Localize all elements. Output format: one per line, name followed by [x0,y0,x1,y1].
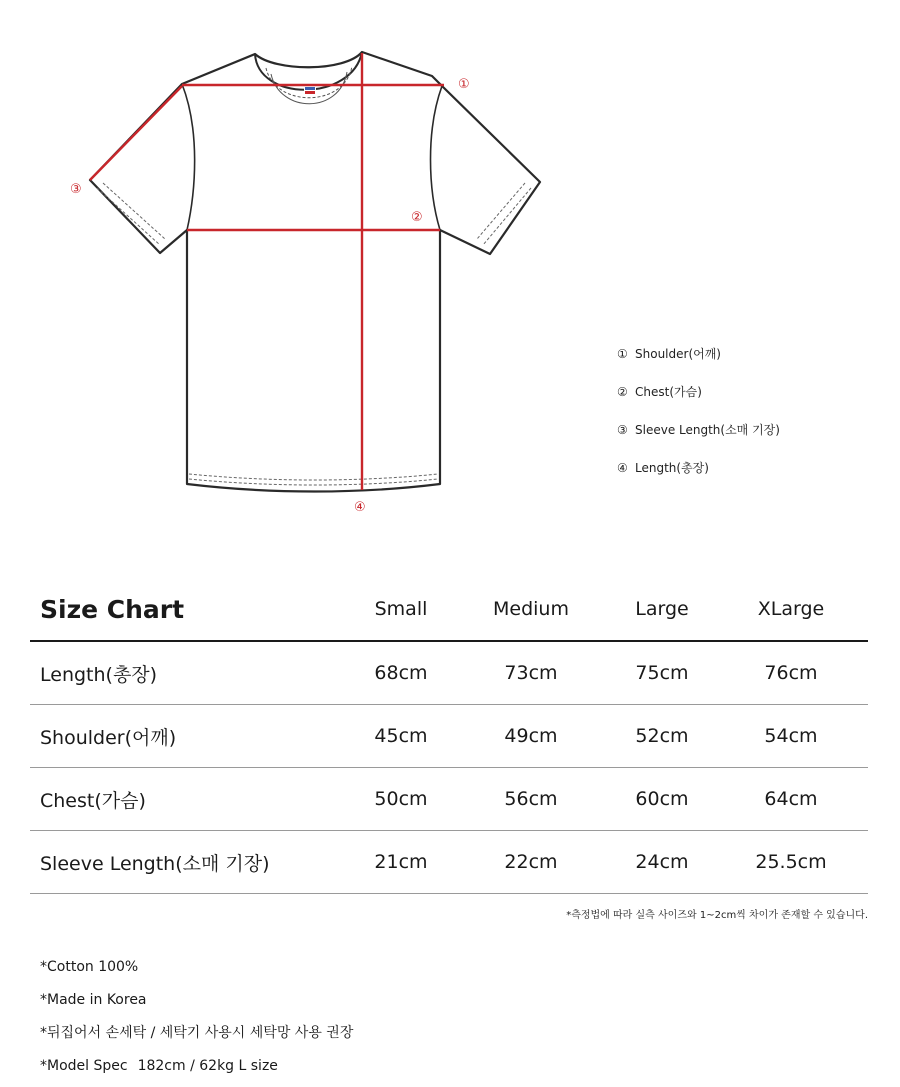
legend-number: ④ [617,461,628,475]
marker-4: ④ [354,500,366,515]
legend-item-chest [617,382,780,420]
table-cell: 60cm [635,788,689,810]
table-cell: 49cm [504,725,558,747]
table-cell: 75cm [635,662,689,684]
legend-label: Chest(가슴) [635,385,702,399]
size-header-small: Small [374,598,428,620]
table-cell: 73cm [504,662,558,684]
table-cell: 68cm [374,662,428,684]
table-cell: 56cm [504,788,558,810]
legend-label: Sleeve Length(소매 기장) [635,423,780,437]
table-cell: 45cm [374,725,428,747]
model-spec-label: *Model Spec [40,1058,128,1074]
size-chart-title: Size Chart [40,594,185,624]
info-model-spec [40,1055,353,1087]
row-label: Sleeve Length(소매 기장) [40,852,270,875]
legend-label: Length(총장) [635,461,709,475]
measurement-legend [617,344,780,496]
info-care: *뒤집어서 손세탁 / 세탁기 사용시 세탁망 사용 권장 [40,1025,354,1041]
size-header-xlarge: XLarge [757,598,825,620]
table-cell: 50cm [374,788,428,810]
size-header-large: Large [635,598,689,620]
size-chart-table [30,578,868,894]
size-header-medium: Medium [493,598,569,620]
table-cell: 54cm [764,725,818,747]
table-row-length [30,642,868,705]
measurement-note: *측정법에 따라 실측 사이즈와 1~2cm씩 차이가 존재할 수 있습니다. [566,910,868,921]
table-row-chest [30,768,868,831]
table-cell: 64cm [764,788,818,810]
legend-number: ① [617,347,628,361]
marker-3: ③ [70,182,82,197]
legend-item-sleeve [617,420,780,458]
row-label: Chest(가슴) [40,789,146,812]
info-cotton: *Cotton 100% [40,959,139,975]
table-row-sleeve [30,831,868,894]
legend-item-shoulder [617,344,780,382]
table-cell: 25.5cm [755,851,827,873]
product-info [40,956,353,1087]
row-label: Shoulder(어깨) [40,726,177,749]
table-cell: 76cm [764,662,818,684]
marker-1: ① [458,77,470,92]
marker-2: ② [411,210,423,225]
table-cell: 24cm [635,851,689,873]
legend-number: ③ [617,423,628,437]
legend-item-length [617,458,780,496]
table-row-shoulder [30,705,868,768]
row-label: Length(총장) [40,663,158,686]
model-spec-value: 182cm / 62kg L size [137,1058,278,1074]
table-cell: 22cm [504,851,558,873]
table-cell: 52cm [635,725,689,747]
legend-number: ② [617,385,628,399]
legend-label: Shoulder(어깨) [635,347,721,361]
size-chart-header-row [30,578,868,642]
info-made-in: *Made in Korea [40,992,147,1008]
table-cell: 21cm [374,851,428,873]
tshirt-outline [90,52,540,492]
